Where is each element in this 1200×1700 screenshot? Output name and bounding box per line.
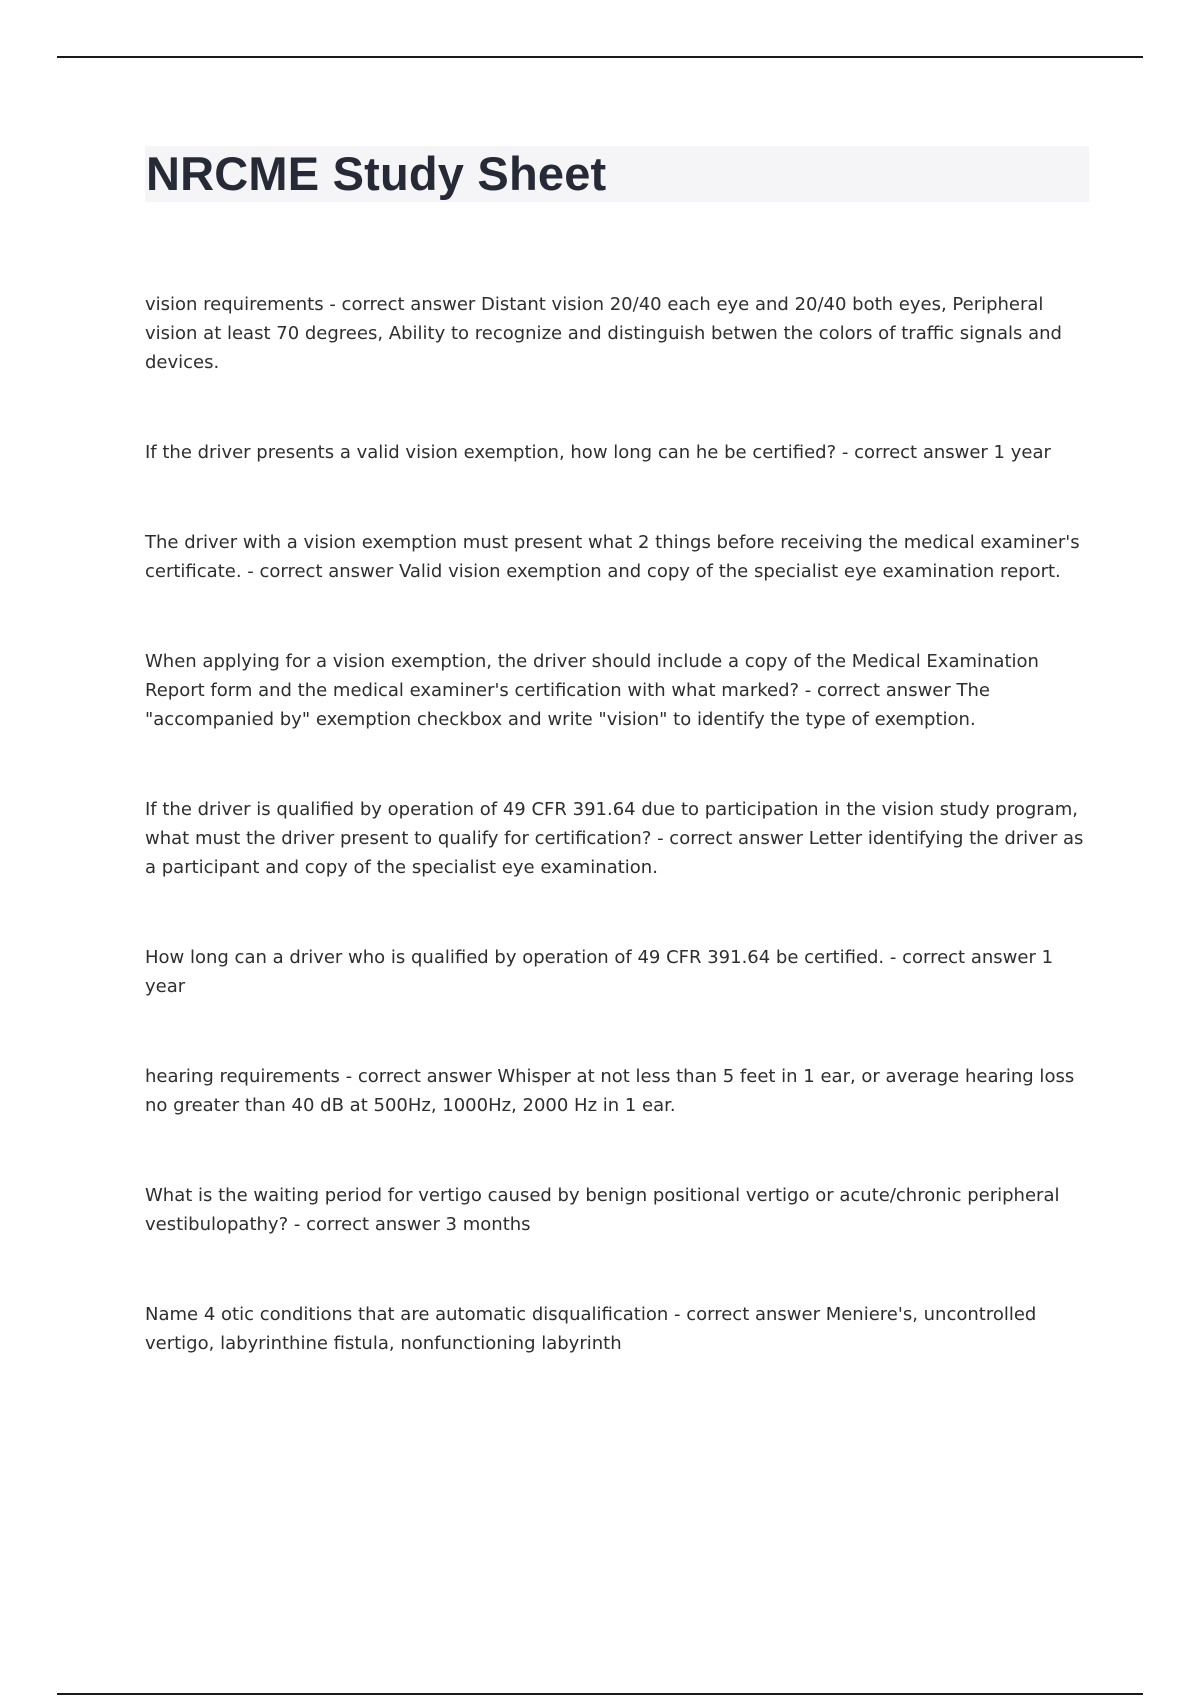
study-item-otic-disqualifications: Name 4 otic conditions that are automatic disqualification - correct answer Meniere's, uncontrolled vertigo, labyrinthine fistula, nonfunctioning labyrinth [145,1304,1037,1354]
footer-rule [57,1693,1143,1695]
study-item-vision-study-program: If the driver is qualified by operation of 49 CFR 391.64 due to participation in the vision study program, what must the driver present to qualify for certification? - correct answer Letter identifying the driver as a participant and copy of the specialist eye examination. [145,799,1084,878]
study-item-vision-requirements: vision requirements - correct answer Distant vision 20/40 each eye and 20/40 both eyes, Peripheral vision at least 70 degrees, Ability to recognize and distinguish betwen the colors of traffic signals and devices. [145,294,1062,373]
study-item-vision-exemption-documents: The driver with a vision exemption must present what 2 things before receiving the medical examiner's certificate. - correct answer Valid vision exemption and copy of the specialist eye examination report. [145,532,1080,582]
study-item-vision-exemption-duration: If the driver presents a valid vision exemption, how long can he be certified? - correct answer 1 year [145,442,1051,463]
page-title: NRCME Study Sheet [146,147,607,200]
study-item-hearing-requirements: hearing requirements - correct answer Whisper at not less than 5 feet in 1 ear, or average hearing loss no greater than 40 dB at 500Hz, 1000Hz, 2000 Hz in 1 ear. [145,1066,1075,1116]
study-item-391-64-duration: How long can a driver who is qualified by operation of 49 CFR 391.64 be certified. - correct answer 1 year [145,947,1054,997]
header-rule [57,56,1143,58]
study-item-vertigo-waiting-period: What is the waiting period for vertigo caused by benign positional vertigo or acute/chronic peripheral vestibulopathy? - correct answer 3 months [145,1185,1060,1235]
study-items-list [145,290,1090,1358]
study-item-vision-exemption-application: When applying for a vision exemption, the driver should include a copy of the Medical Examination Report form and the medical examiner's certification with what marked? - correct answer The "accompanied by" exemption checkbox and write "vision" to identify the type of exemption. [145,651,1039,730]
